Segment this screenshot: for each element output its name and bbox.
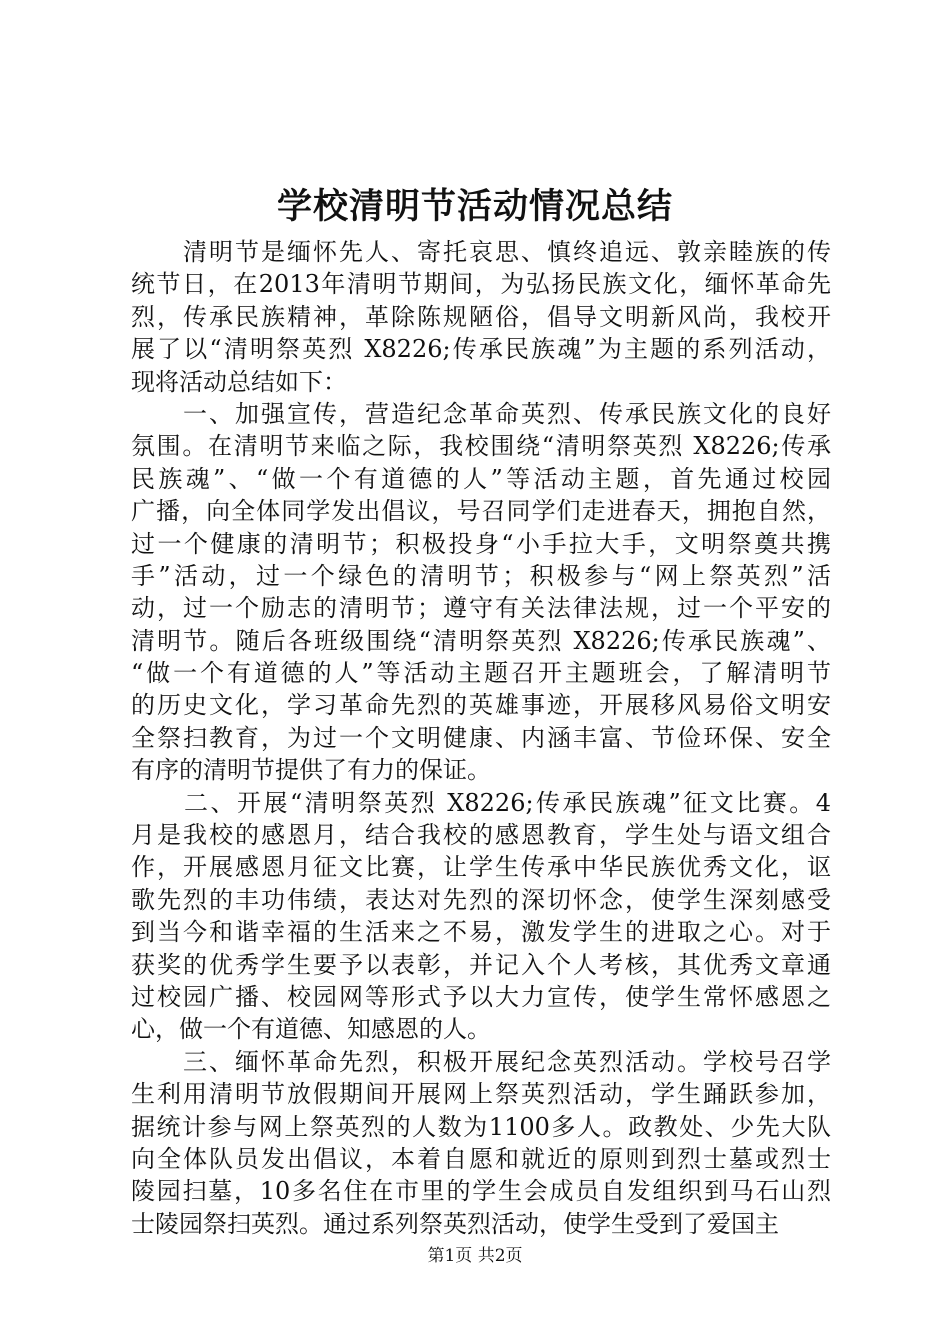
text-line: 获奖的优秀学生要予以表彰，并记入个人考核，其优秀文章通 [131, 950, 831, 979]
text-line: 氛围。在清明节来临之际，我校围绕“清明祭英烈 X8226;传承 [131, 432, 831, 461]
text-line: 一、加强宣传，营造纪念革命英烈、传承民族文化的良好 [131, 399, 831, 428]
text-line: 心，做一个有道德、知感恩的人。 [131, 1015, 491, 1044]
text-line: 现将活动总结如下： [131, 367, 347, 396]
text-line: 手”活动，过一个绿色的清明节；积极参与“网上祭英烈”活 [131, 561, 831, 590]
text-line: 歌先烈的丰功伟绩，表达对先烈的深切怀念，使学生深刻感受 [131, 885, 831, 914]
text-line: 陵园扫墓，10多名住在市里的学生会成员自发组织到马石山烈 [131, 1177, 831, 1206]
text-line: 广播，向全体同学发出倡议，号召同学们走进春天，拥抱自然， [131, 497, 831, 526]
text-line: 三、缅怀革命先烈，积极开展纪念英烈活动。学校号召学 [131, 1047, 831, 1076]
text-line: 向全体队员发出倡议，本着自愿和就近的原则到烈士墓或烈士 [131, 1144, 831, 1173]
document-title: 学校清明节活动情况总结 [276, 186, 673, 227]
text-line: 到当今和谐幸福的生活来之不易，激发学生的进取之心。对于 [131, 918, 831, 947]
text-line: 全祭扫教育，为过一个文明健康、内涵丰富、节俭环保、安全 [131, 723, 831, 752]
text-line: 据统计参与网上祭英烈的人数为1100多人。政教处、少先大队 [131, 1112, 831, 1141]
text-line: 有序的清明节提供了有力的保证。 [131, 756, 491, 785]
text-line: 作，开展感恩月征文比赛，让学生传承中华民族优秀文化，讴 [131, 853, 831, 882]
text-line: 民族魂”、“做一个有道德的人”等活动主题，首先通过校园 [131, 464, 831, 493]
text-line: 月是我校的感恩月，结合我校的感恩教育，学生处与语文组合 [131, 821, 831, 850]
text-line: 展了以“清明祭英烈 X8226;传承民族魂”为主题的系列活动， [131, 335, 831, 364]
text-line: 过校园广播、校园网等形式予以大力宣传，使学生常怀感恩之 [131, 982, 831, 1011]
text-line: 统节日，在2013年清明节期间，为弘扬民族文化，缅怀革命先 [131, 270, 831, 299]
text-line: 动，过一个励志的清明节；遵守有关法律法规，过一个平安的 [131, 594, 831, 623]
text-line: 清明节是缅怀先人、寄托哀思、慎终追远、敦亲睦族的传 [131, 238, 831, 266]
text-line: 清明节。随后各班级围绕“清明祭英烈 X8226;传承民族魂”、 [131, 626, 831, 655]
text-line: 二、开展“清明祭英烈 X8226;传承民族魂”征文比赛。4 [131, 788, 831, 817]
text-line: 生利用清明节放假期间开展网上祭英烈活动，学生踊跃参加， [131, 1080, 831, 1109]
text-line: “做一个有道德的人”等活动主题召开主题班会，了解清明节 [131, 659, 831, 688]
text-line: 士陵园祭扫英烈。通过系列祭英烈活动，使学生受到了爱国主 [131, 1209, 779, 1238]
text-line: 过一个健康的清明节；积极投身“小手拉大手，文明祭奠共携 [131, 529, 831, 558]
text-line: 烈，传承民族精神，革除陈规陋俗，倡导文明新风尚，我校开 [131, 302, 831, 331]
text-line: 的历史文化，学习革命先烈的英雄事迹，开展移风易俗文明安 [131, 691, 831, 720]
page-footer: 第1页 共2页 [427, 1246, 523, 1266]
document-body [131, 236, 831, 1240]
